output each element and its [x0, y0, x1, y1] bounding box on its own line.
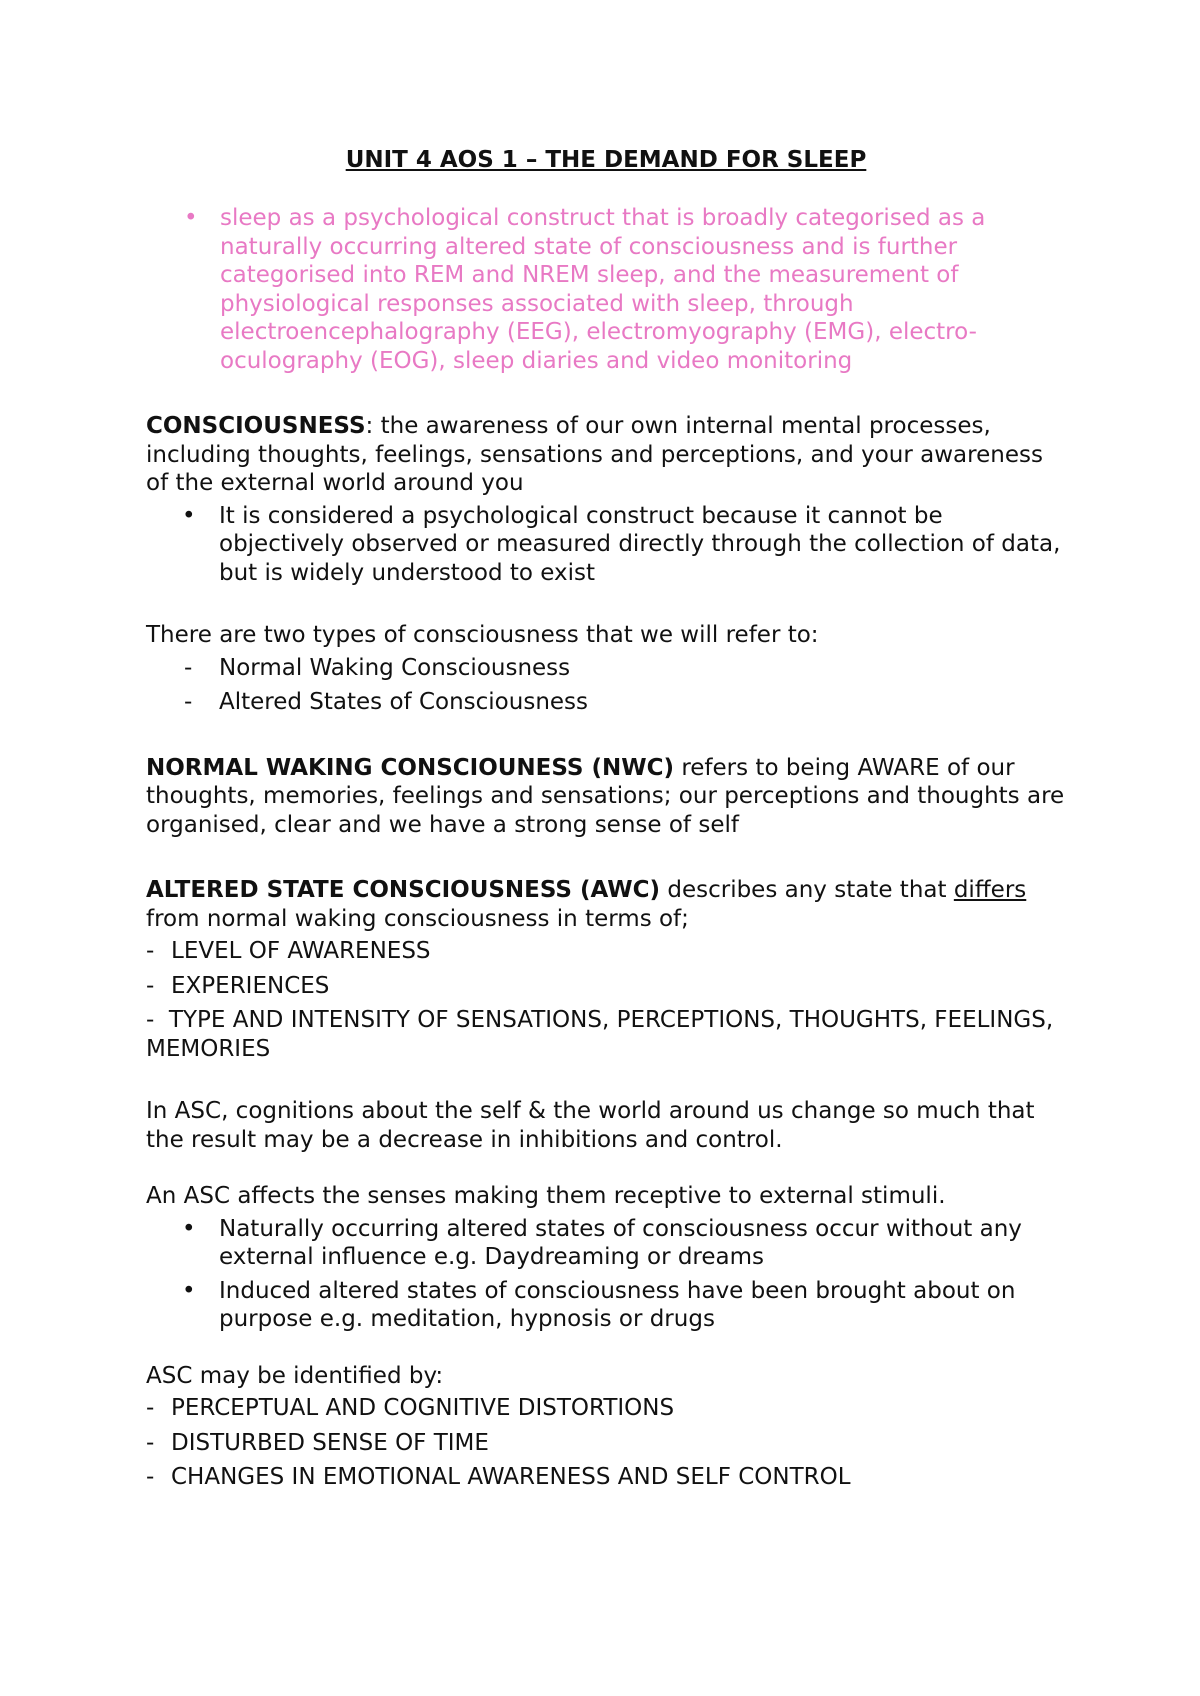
senses-list [146, 1215, 1066, 1334]
consciousness-section [146, 412, 1066, 587]
dash-icon: - [146, 1429, 155, 1456]
asc-section [146, 876, 1066, 1063]
nwc-term: NORMAL WAKING CONSCIOUNESS (NWC) [146, 754, 675, 781]
nwc-section [146, 754, 1066, 840]
list-item: • Induced altered states of consciousness have been brought about on purpose e.g. meditation, hypnosis or drugs [182, 1277, 1016, 1332]
consciousness-bullets [146, 502, 1066, 588]
consciousness-term: CONSCIOUSNESS [146, 413, 366, 439]
bullet-icon: • [182, 1215, 196, 1242]
asc-definition: ALTERED STATE CONSCIOUSNESS (AWC) describes any state that differs from normal waking consciousness in terms of; [146, 877, 1027, 932]
dash-icon: - [146, 1395, 155, 1421]
identified-intro: ASC may be identified by: [146, 1362, 444, 1389]
bullet-icon: • [184, 205, 198, 231]
dash-icon: - [146, 1464, 155, 1490]
list-item: • It is considered a psychological construct because it cannot be objectively observed or measured directly through the collection of data, but is widely understood to exist [182, 502, 1061, 586]
study-design-list [146, 204, 1066, 375]
list-item: - DISTURBED SENSE OF TIME [146, 1429, 489, 1456]
list-item: • Naturally occurring altered states of consciousness occur without any external influence e.g. Daydreaming or dreams [182, 1215, 1022, 1270]
types-intro: There are two types of consciousness that we will refer to: [146, 622, 819, 648]
cognitions-section [146, 1097, 1066, 1154]
consciousness-definition [146, 412, 1066, 498]
types-section [146, 621, 1066, 717]
dash-icon: - [184, 689, 193, 715]
nwc-definition: NORMAL WAKING CONSCIOUNESS (NWC) refers to being AWARE of our thoughts, memories, feelings and sensations; our perceptions and thoughts are organised, clear and we have a strong sense of self [146, 754, 1065, 838]
list-item: - LEVEL OF AWARENESS [146, 938, 431, 964]
page-title: UNIT 4 AOS 1 – THE DEMAND FOR SLEEP [345, 147, 867, 173]
list-item: - TYPE AND INTENSITY OF SENSATIONS, PERCEPTIONS, THOUGHTS, FEELINGS, MEMORIES [146, 1007, 1054, 1062]
list-item: - Normal Waking Consciousness [184, 654, 571, 681]
list-item: - EXPERIENCES [146, 972, 330, 999]
document-page [146, 146, 1066, 1498]
study-design-item [146, 204, 1066, 375]
asc-term: ALTERED STATE CONSCIOUSNESS (AWC) [146, 877, 661, 903]
identified-list [146, 1394, 1066, 1492]
consciousness-definition-text: : the awareness of our own internal mental processes, including thoughts, feelings, sensations and perceptions, and your awareness of the external world around you [146, 413, 1043, 496]
asc-criteria-list [146, 937, 1066, 1063]
cognitions-text: In ASC, cognitions about the self & the world around us change so much that the result may be a decrease in inhibitions and control. [146, 1098, 1035, 1153]
list-item: - PERCEPTUAL AND COGNITIVE DISTORTIONS [146, 1395, 675, 1421]
list-item: - CHANGES IN EMOTIONAL AWARENESS AND SELF CONTROL [146, 1464, 851, 1490]
senses-intro: An ASC affects the senses making them receptive to external stimuli. [146, 1183, 946, 1209]
dash-icon: - [184, 654, 193, 681]
identified-section [146, 1362, 1066, 1492]
bullet-icon: • [182, 1277, 196, 1304]
study-design-text: sleep as a psychological construct that is broadly categorised as a naturally occurring altered state of consciousness and is further categorised into REM and NREM sleep, and the measurement of physiological responses associated with sleep, through electroencephalography (EEG), electromyography (EMG), electro-oculography (EOG), sleep diaries and video monitoring [220, 205, 986, 374]
asc-underlined-word: differs [953, 877, 1027, 903]
dash-icon: - [146, 938, 155, 964]
senses-section [146, 1182, 1066, 1334]
types-list [146, 654, 1066, 717]
bullet-icon: • [182, 502, 196, 529]
dash-icon: - [146, 1007, 169, 1033]
dash-icon: - [146, 972, 155, 999]
list-item: - Altered States of Consciousness [184, 689, 589, 715]
